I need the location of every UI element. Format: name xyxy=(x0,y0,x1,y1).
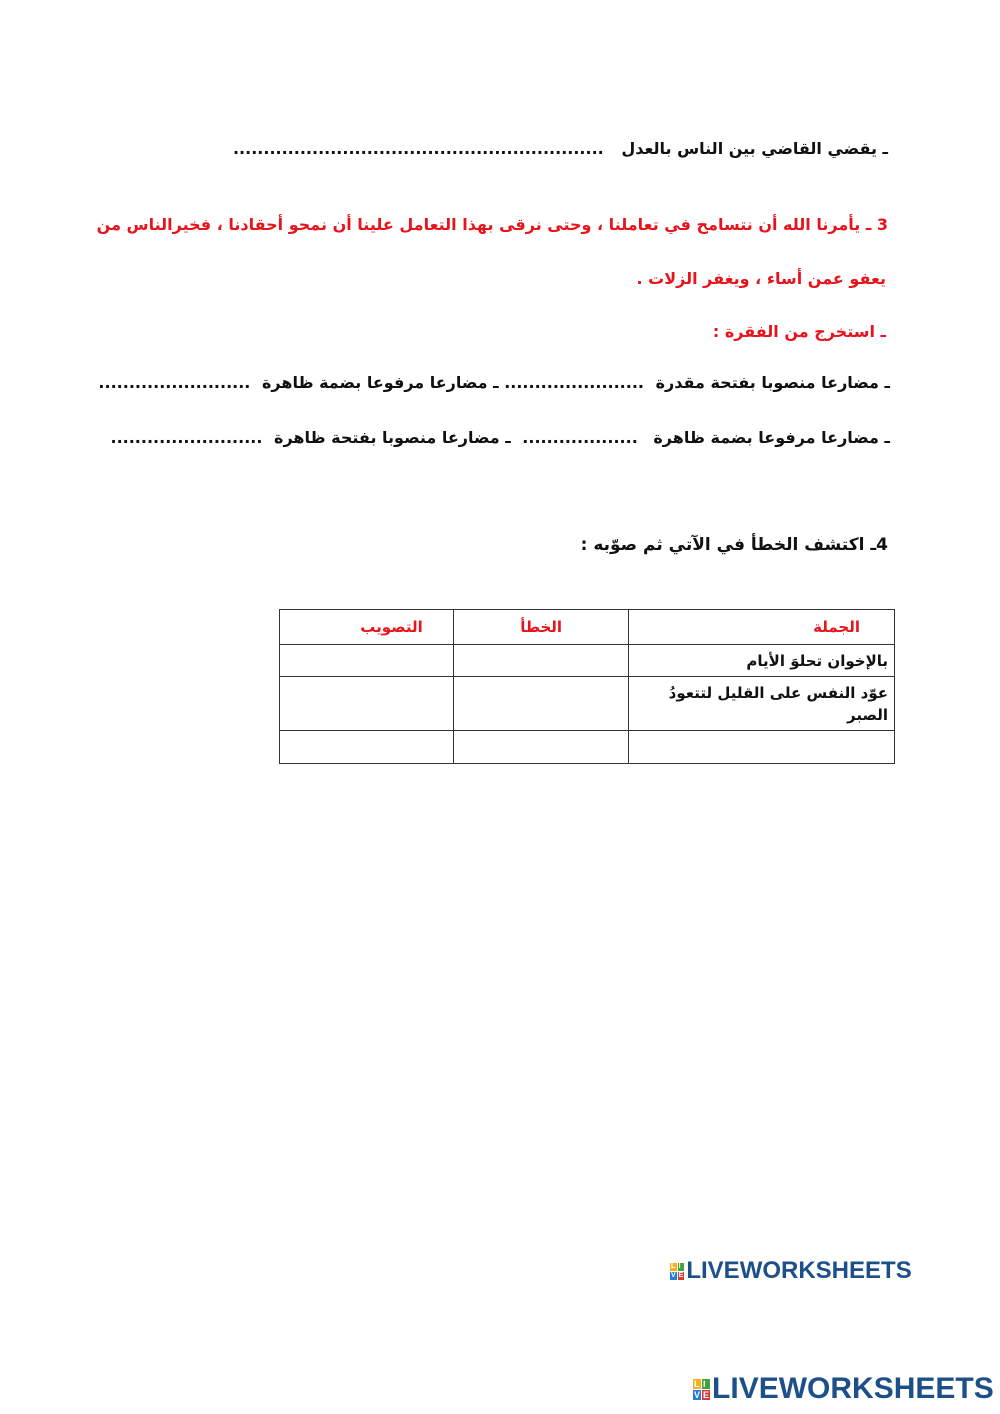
logo-text: LIVEWORKSHEETS xyxy=(712,1372,994,1405)
extract-item-subjunctive-estimated: ـ مضارعا منصوبا بفتحة مقدرة xyxy=(655,373,890,392)
sentence-qadi xyxy=(233,138,888,160)
answer-blank[interactable]: ............................................................. xyxy=(232,139,604,158)
sentence-cell: عوّد النفس على القليل لتتعودُ الصبر xyxy=(629,677,895,731)
extract-item-subjunctive-visible: ـ مضارعا منصوبا بفتحة ظاهرة xyxy=(274,428,511,447)
table-row xyxy=(280,731,895,764)
correction-input-cell[interactable] xyxy=(280,731,454,764)
table-row xyxy=(280,645,895,677)
table-header-row xyxy=(280,610,895,645)
logo-mark-icon: L I V E xyxy=(694,1378,710,1400)
sentence-cell: بالإخوان تحلوَ الأيام xyxy=(629,645,895,677)
extract-label: ـ استخرج من الفقرة : xyxy=(712,322,886,341)
correction-input-cell[interactable] xyxy=(280,677,454,731)
table-row xyxy=(280,677,895,731)
liveworksheets-logo xyxy=(670,1257,912,1285)
logo-mark-icon: L I V E xyxy=(671,1262,684,1279)
question-3-line-2: يعفو عمن أساء ، ويغفر الزلات . xyxy=(636,269,886,288)
error-input-cell[interactable] xyxy=(453,677,629,731)
answer-blank[interactable]: ....................... xyxy=(504,373,644,392)
answer-blank[interactable]: ......................... xyxy=(98,373,251,392)
extract-item-indicative-visible: ـ مضارعا مرفوعا بضمة ظاهرة xyxy=(653,428,890,447)
error-input-cell[interactable] xyxy=(453,645,629,677)
sentence-qadi-text: ـ يقضي القاضي بين الناس بالعدل xyxy=(621,139,888,158)
header-sentence: الجملة xyxy=(629,610,895,645)
correction-input-cell[interactable] xyxy=(280,645,454,677)
question-3-line-1: 3 ـ يأمرنا الله أن نتسامح في تعاملنا ، وحتى نرقى بهذا التعامل علينا أن نمحو أحقادنا ، فخيرالناس من xyxy=(96,215,888,234)
correction-table xyxy=(279,609,895,764)
extract-row-2 xyxy=(110,427,890,449)
answer-blank[interactable]: ......................... xyxy=(110,428,263,447)
sentence-cell xyxy=(629,731,895,764)
header-correction: التصويب xyxy=(280,610,454,645)
extract-row-1 xyxy=(98,372,890,394)
extract-item-indicative-visible: ـ مضارعا مرفوعا بضمة ظاهرة xyxy=(261,373,499,392)
header-error: الخطأ xyxy=(453,610,629,645)
logo-text: LIVEWORKSHEETS xyxy=(686,1257,912,1284)
question-4-heading: 4ـ اكتشف الخطأ في الآتي ثم صوّبه : xyxy=(580,535,888,555)
liveworksheets-logo xyxy=(693,1372,994,1406)
error-input-cell[interactable] xyxy=(453,731,629,764)
answer-blank[interactable]: ................... xyxy=(522,428,638,447)
